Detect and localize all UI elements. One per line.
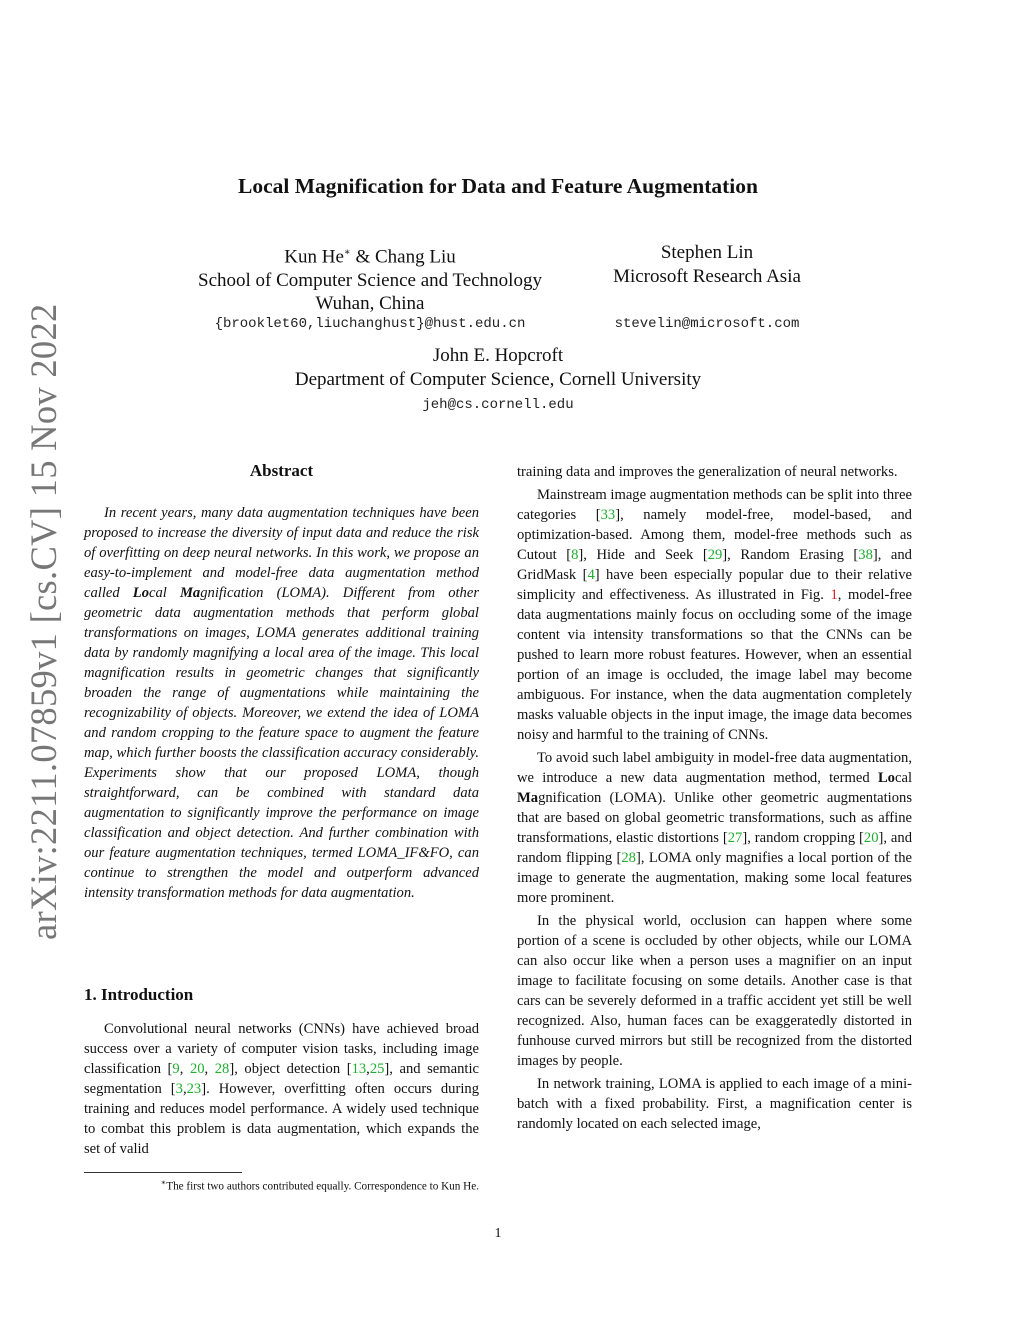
abstract-heading: Abstract: [249, 461, 314, 480]
citation-link[interactable]: 23: [186, 1081, 202, 1097]
citation-link[interactable]: 13: [351, 1061, 367, 1077]
author-school-1: School of Computer Science and Technology: [198, 269, 542, 291]
author-names-1a: Kun He: [284, 246, 344, 268]
text: To avoid such label ambiguity in model-free data augmentation, we introduce a new data augmentation method, termed: [517, 750, 912, 786]
citation-link[interactable]: 25: [369, 1061, 385, 1077]
text: gnification (LOMA). Unlike other geometric augmentations that are based on global geometric transformations, such as affine transformations, elastic distortions [: [517, 790, 912, 846]
citation-link[interactable]: 3: [175, 1081, 183, 1097]
author-names-1b: & Chang Liu: [350, 246, 456, 268]
footnote-rule: [84, 1172, 242, 1173]
intro-body: Convolutional neural networks (CNNs) have achieved broad success over a variety of computer vision tasks, including image classification [9, 20, 28], object detection [13,25], and semantic segmentation [3,23]. However, overfitting often occurs during training and reduces model performance. A widely used technique to combat this problem is data augmentation, which expands the set of valid: [84, 1021, 479, 1157]
abstract-text-1: In recent years, many data augmentation techniques have been proposed to increase the diversity of input data and reduce the risk of overfitting on deep neural networks. In this work, we propose an easy-to-implement and model-free data augmentation method called: [84, 505, 479, 601]
author-block-2: [592, 241, 822, 288]
citation-link[interactable]: 27: [727, 830, 743, 846]
paper-title: Local Magnification for Data and Feature Augmentation: [238, 174, 758, 198]
citation-link[interactable]: 33: [600, 507, 616, 523]
right-para-1: [517, 485, 912, 745]
text: ], Random Erasing [: [722, 547, 859, 563]
abstract-ma: Ma: [179, 585, 201, 601]
citation-link[interactable]: 20: [863, 830, 879, 846]
text: cal: [894, 770, 912, 786]
right-para-2: [517, 748, 912, 908]
citation-link[interactable]: 38: [858, 547, 873, 563]
intro-heading: 1. Introduction: [84, 985, 194, 1004]
text: ], random cropping [: [742, 830, 864, 846]
right-column: [517, 462, 912, 1134]
bold-lo: Lo: [877, 770, 895, 786]
citation-link[interactable]: 9: [172, 1061, 180, 1077]
author-email-1[interactable]: {brooklet60,liuchanghust}@hust.edu.cn: [214, 316, 526, 332]
citation-link[interactable]: 8: [571, 547, 579, 563]
author-block-1: [160, 241, 580, 316]
author-city-1: Wuhan, China: [315, 293, 425, 315]
author-name-3: John E. Hopcroft: [432, 345, 564, 366]
author-block-3: [0, 344, 996, 391]
footnote-text: The first two authors contributed equally. Correspondence to Kun He.: [166, 1180, 479, 1193]
author-email-3[interactable]: jeh@cs.cornell.edu: [422, 397, 574, 413]
author-org-2: Microsoft Research Asia: [613, 265, 801, 287]
text: ], Hide and Seek [: [578, 547, 708, 563]
text: ], and GridMask [: [517, 547, 912, 583]
citation-link[interactable]: 28: [621, 850, 636, 866]
abstract-body: [84, 503, 479, 903]
citation-link[interactable]: 4: [587, 567, 595, 583]
abstract-text-2: gnification (LOMA). Different from other geometric data augmentation methods that perform global transformations on images, LOMA generates additional training data by randomly magnifying a local area of the image. This local magnification results in geometric changes that significantly broaden the range of augmentations while maintaining the recognizability of objects. Moreover, we extend the idea of LOMA and random cropping to the feature space to augment the feature map, which further boosts the classification accuracy considerably. Experiments show that our proposed LOMA, though straightforward, can be combined with standard data augmentation to significantly improve the performance on image classification and object detection. And further combination with our feature augmentation techniques, termed LOMA_IF&FO, can continue to strengthen the model and outperform advanced intensity transformation methods for data augmentation.: [84, 585, 480, 901]
text: ], LOMA only magnifies a local portion of the image to generate the augmentation, making some local features more prominent.: [517, 850, 912, 906]
right-para-4: In network training, LOMA is applied to each image of a mini-batch with a fixed probability. First, a magnification center is randomly located on each selected image,: [517, 1076, 912, 1132]
bold-ma: Ma: [517, 790, 539, 806]
text: ] have been especially popular due to their relative simplicity and effectiveness. As illustrated in Fig.: [517, 567, 912, 603]
abstract-cal: cal: [149, 585, 180, 601]
citation-link[interactable]: 28: [214, 1061, 230, 1077]
page-number: 1: [494, 1226, 502, 1241]
intro-text-a: Convolutional neural networks (CNNs) have achieved broad success over a variety of computer vision tasks, including image classification [: [84, 1021, 479, 1077]
intro-text-b: ], object detection [: [229, 1061, 352, 1077]
right-para-0: training data and improves the generalization of neural networks.: [517, 464, 898, 480]
text: Mainstream image augmentation methods can be split into three categories [: [517, 487, 912, 523]
text: ], namely model-free, model-based, and optimization-based. Among them, model-free methods such as Cutout [: [517, 507, 912, 563]
footnote-star: ∗: [160, 1178, 167, 1187]
intro-text-c: ], and semantic segmentation [: [84, 1061, 479, 1097]
abstract-lo: Lo: [132, 585, 149, 601]
citation-link[interactable]: 20: [189, 1061, 205, 1077]
footnote: [84, 1178, 479, 1193]
author-star: ∗: [343, 247, 351, 258]
author-email-2[interactable]: stevelin@microsoft.com: [614, 316, 800, 332]
citation-link[interactable]: 29: [707, 547, 723, 563]
author-org-3: Department of Computer Science, Cornell University: [294, 368, 702, 390]
intro-text-d: ]. However, overfitting often occurs during training and reduces model performance. A widely used technique to combat this problem is data augmentation, which expands the set of valid: [84, 1081, 479, 1157]
arxiv-side-label: arXiv:2211.07859v1 [cs.CV] 15 Nov 2022: [23, 303, 64, 940]
author-name-2: Stephen Lin: [660, 242, 754, 263]
text: ], and random flipping [: [517, 830, 912, 866]
text: , model-free data augmentations mainly focus on occluding some of the image content via intensity transformations so that the CNNs can be pushed to learn more robust features. However, when an essential portion of an image is occluded, the image label may become ambiguous. For instance, when the data augmentation completely masks valuable objects in the input image, the image data becomes noisy and harmful to the training of CNNs.: [517, 587, 913, 743]
figure-link[interactable]: 1: [830, 587, 838, 603]
right-para-3: In the physical world, occlusion can happen where some portion of a scene is occluded by other objects, while our LOMA can also occur like when a person uses a magnifier on an input image to facilitate focusing on some details. Another case is that cars can be severely deformed in a traffic accident yet still be well recognized. Also, human faces can be exaggeratedly distorted in funhouse curved mirrors but still be recognized from the distorted images by people.: [517, 913, 912, 1069]
